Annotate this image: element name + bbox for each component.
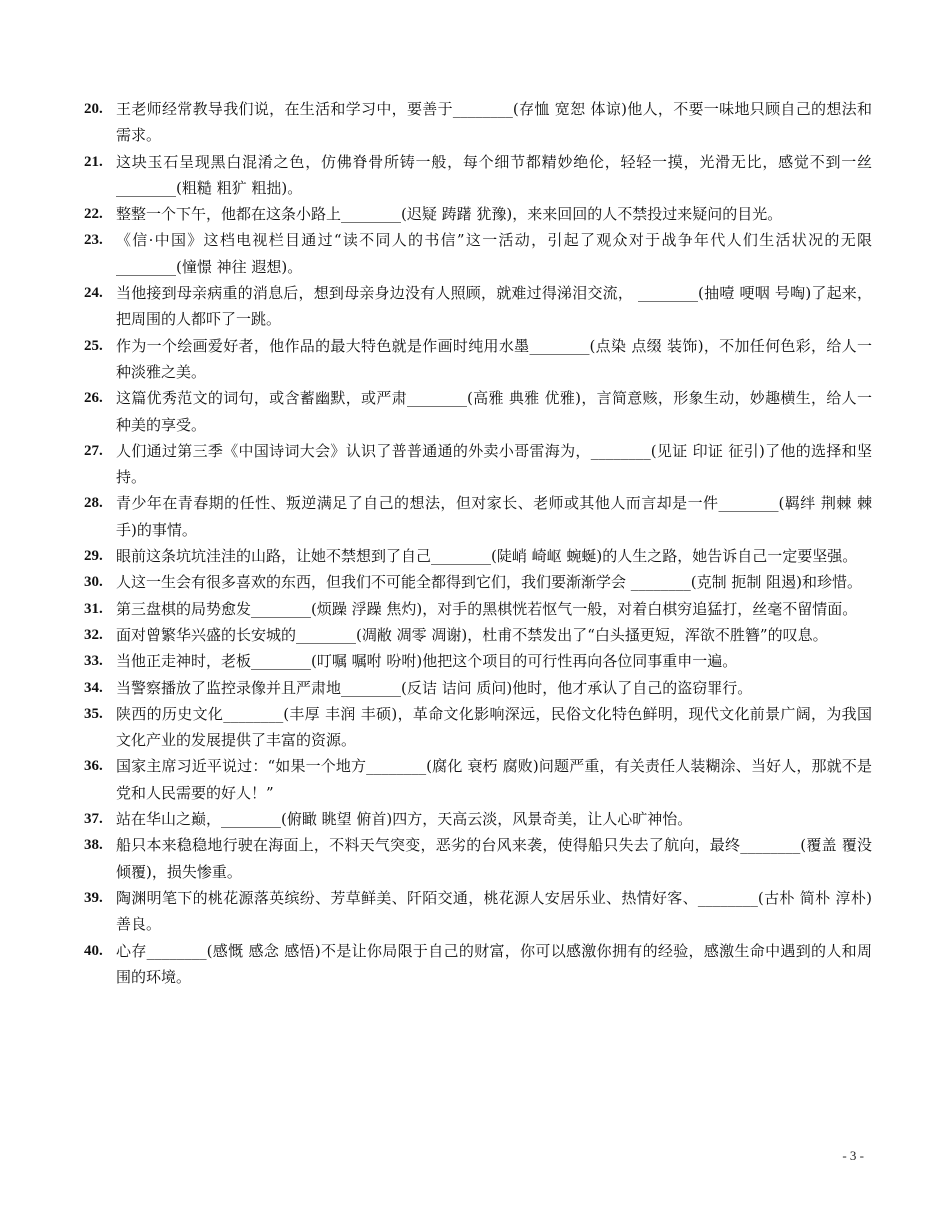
question-text: 整整一个下午，他都在这条小路上________(迟疑 踌躇 犹豫)，来来回回的人不禁投过来疑问的目光。 [116, 205, 783, 224]
question-item [84, 543, 872, 569]
question-text: 国家主席习近平说过：“如果一个地方________(腐化 衰朽 腐败)问题严重，有关责任人装糊涂、当好人，那就不是党和人民需要的好人！” [116, 757, 872, 802]
question-item [84, 201, 872, 227]
question-number: 28. [84, 495, 103, 512]
question-item [84, 569, 872, 595]
question-item [84, 227, 872, 280]
question-number: 25. [84, 337, 103, 354]
question-item [84, 96, 872, 149]
question-number: 34. [84, 679, 103, 696]
question-number: 30. [84, 574, 103, 591]
question-item [84, 675, 872, 701]
page-number: - 3 - [842, 1148, 864, 1163]
question-text: 当警察播放了监控录像并且严肃地________(反诘 诘问 质问)他时，他才承认了自己的盗窃罪行。 [116, 678, 753, 697]
question-text: 这块玉石呈现黑白混淆之色，仿佛脊骨所铸一般，每个细节都精妙绝伦，轻轻一摸，光滑无比，感觉不到一丝________(粗糙 粗犷 粗拙)。 [116, 152, 872, 197]
question-item [84, 490, 872, 543]
question-item [84, 149, 872, 202]
question-text: 第三盘棋的局势愈发________(烦躁 浮躁 焦灼)，对手的黑棋恍若怄气一般，对着白棋穷追猛打，丝毫不留情面。 [116, 599, 858, 618]
question-number: 29. [84, 548, 103, 565]
question-text: 王老师经常教导我们说，在生活和学习中，要善于________(存恤 宽恕 体谅)他人，不要一味地只顾自己的想法和需求。 [116, 100, 872, 145]
question-number: 33. [84, 653, 103, 670]
question-item [84, 701, 872, 754]
question-number: 27. [84, 442, 103, 459]
question-text: 站在华山之巅，________(俯瞰 眺望 俯首)四方，天高云淡，风景奇美，让人心旷神怡。 [116, 810, 693, 829]
question-number: 21. [84, 153, 103, 170]
question-number: 37. [84, 811, 103, 828]
question-item [84, 753, 872, 806]
question-number: 32. [84, 626, 103, 643]
question-text: 青少年在青春期的任性、叛逆满足了自己的想法，但对家长、老师或其他人而言却是一件________(羁绊 荆棘 棘手)的事情。 [116, 494, 872, 539]
question-text: 当他接到母亲病重的消息后，想到母亲身边没有人照顾，就难过得涕泪交流， ________(抽噎 哽咽 号啕)了起来，把周围的人都吓了一跳。 [116, 284, 872, 329]
question-item [84, 622, 872, 648]
question-number: 20. [84, 101, 103, 117]
question-number: 39. [84, 889, 103, 906]
question-number: 40. [84, 942, 103, 959]
question-text: 心存________(感慨 感念 感悟)不是让你局限于自己的财富，你可以感激你拥有的经验，感激生命中遇到的人和周围的环境。 [116, 941, 872, 986]
question-number: 35. [84, 705, 103, 722]
question-item [84, 333, 872, 386]
question-text: 人这一生会有很多喜欢的东西，但我们不可能全都得到它们，我们要渐渐学会 ________(克制 扼制 阻遏)和珍惜。 [116, 573, 863, 592]
question-item [84, 806, 872, 832]
question-list [84, 96, 872, 990]
question-item [84, 885, 872, 938]
question-item [84, 385, 872, 438]
question-number: 26. [84, 390, 103, 407]
question-item [84, 438, 872, 491]
question-number: 23. [84, 232, 103, 249]
question-text: 陕西的历史文化________(丰厚 丰润 丰硕)，革命文化影响深远，民俗文化特色鲜明，现代文化前景广阔，为我国文化产业的发展提供了丰富的资源。 [116, 704, 872, 750]
question-text: 眼前这条坑坑洼洼的山路，让她不禁想到了自己________(陡峭 崎岖 蜿蜒)的人生之路，她告诉自己一定要坚强。 [116, 547, 858, 566]
question-number: 22. [84, 206, 103, 223]
question-item [84, 832, 872, 885]
question-text: 当他正走神时，老板________(叮嘱 嘱咐 吩咐)他把这个项目的可行性再向各位同事重申一遍。 [116, 652, 738, 671]
question-number: 31. [84, 600, 103, 617]
question-item [84, 596, 872, 622]
question-number: 24. [84, 285, 103, 302]
question-text: 人们通过第三季《中国诗词大会》认识了普普通通的外卖小哥雷海为，________(见证 印证 征引)了他的选择和坚持。 [116, 441, 872, 487]
question-item [84, 280, 872, 333]
question-text: 船只本来稳稳地行驶在海面上，不料天气突变，恶劣的台风来袭，使得船只失去了航向，最终________(覆盖 覆没 倾覆)，损失惨重。 [116, 836, 872, 881]
question-text: 这篇优秀范文的词句，或含蓄幽默，或严肃________(高雅 典雅 优雅)，言简意赅，形象生动，妙趣横生，给人一种美的享受。 [116, 389, 872, 434]
question-item [84, 938, 872, 991]
question-number: 36. [84, 758, 103, 775]
question-number: 38. [84, 837, 103, 854]
question-text: 陶渊明笔下的桃花源落英缤纷、芳草鲜美、阡陌交通，桃花源人安居乐业、热情好客、________(古朴 简朴 淳朴)善良。 [116, 888, 872, 934]
question-text: 面对曾繁华兴盛的长安城的________(凋敝 凋零 凋谢)，杜甫不禁发出了“白头搔更短，浑欲不胜簪”的叹息。 [116, 625, 828, 644]
question-item [84, 648, 872, 674]
question-text: 《信·中国》这档电视栏目通过“读不同人的书信”这一活动，引起了观众对于战争年代人们生活状况的无限________(憧憬 神往 遐想)。 [116, 231, 872, 276]
question-text: 作为一个绘画爱好者，他作品的最大特色就是作画时纯用水墨________(点染 点缀 装饰)，不加任何色彩，给人一种淡雅之美。 [116, 336, 872, 381]
